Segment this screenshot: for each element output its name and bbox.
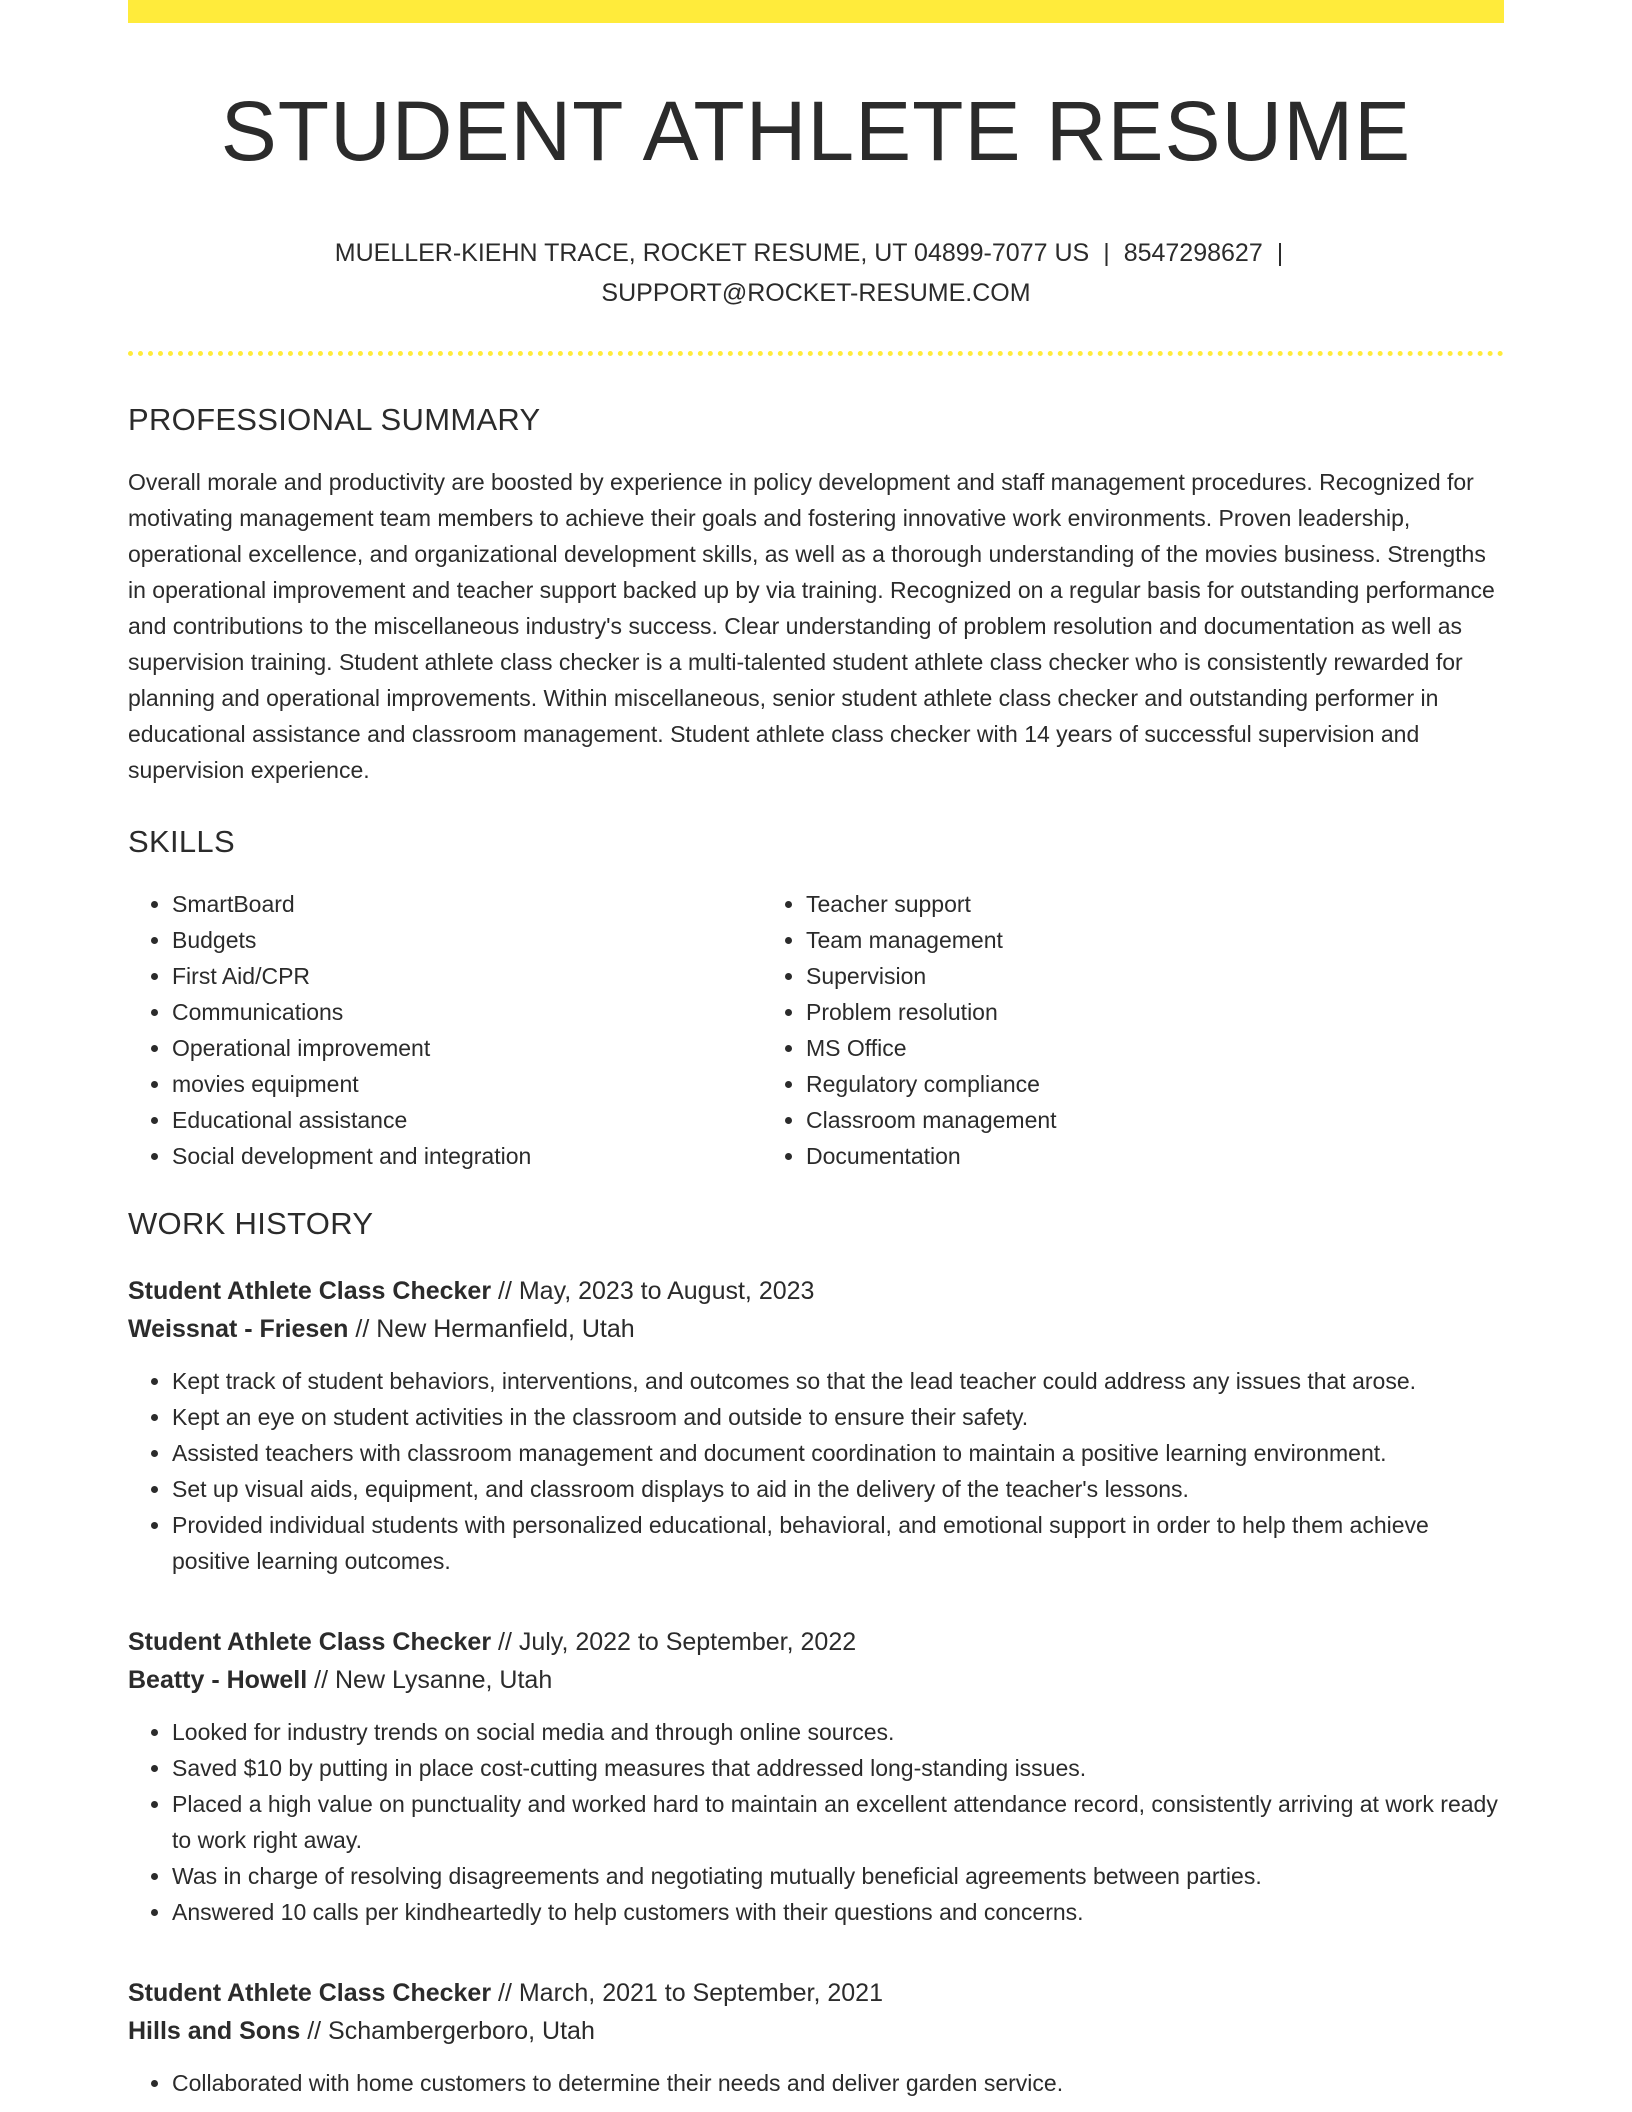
job-entry [128, 1623, 1504, 1930]
contact-line-1 [128, 233, 1504, 273]
job-company-line [128, 1661, 1504, 1699]
job-company: Weissnat - Friesen [128, 1315, 349, 1344]
summary-heading: PROFESSIONAL SUMMARY [128, 402, 541, 438]
job-entry [128, 1272, 1504, 1579]
job-location: // New Hermanfield, Utah [355, 1315, 635, 1344]
skill-item: • First Aid/CPR [172, 958, 762, 994]
job-bullet: • Was in charge of resolving disagreements and negotiating mutually beneficial agreements between parties. [172, 1858, 1504, 1894]
job-dates: // July, 2022 to September, 2022 [498, 1628, 857, 1657]
job-title-line [128, 1623, 1504, 1661]
job-dates: // March, 2021 to September, 2021 [498, 1979, 883, 2008]
job-title: Student Athlete Class Checker [128, 1628, 492, 1657]
skill-item: • Educational assistance [172, 1102, 762, 1138]
job-bullet: • Looked for industry trends on social media and through online sources. [172, 1714, 1504, 1750]
contact-line-2 [128, 273, 1504, 313]
skill-item: • MS Office [806, 1030, 1396, 1066]
skill-item: • Team management [806, 922, 1396, 958]
job-bullet: • Saved $10 by putting in place cost-cutting measures that addressed long-standing issues. [172, 1750, 1504, 1786]
job-entry [128, 1974, 1504, 2101]
job-title: Student Athlete Class Checker [128, 1277, 492, 1306]
job-dates: // May, 2023 to August, 2023 [498, 1277, 815, 1306]
job-bullet: • Assisted teachers with classroom management and document coordination to maintain a positive learning environment. [172, 1435, 1504, 1471]
job-bullets [128, 2065, 1504, 2101]
skills-heading: SKILLS [128, 824, 235, 860]
job-title-line [128, 1974, 1504, 2012]
contact-phone: 8547298627 [1123, 239, 1263, 268]
work-history-heading: WORK HISTORY [128, 1206, 374, 1242]
skill-item: • SmartBoard [172, 886, 762, 922]
skills-column-left [128, 886, 762, 1174]
skills-column-right [762, 886, 1396, 1174]
resume-page [128, 0, 1504, 2101]
job-company: Beatty - Howell [128, 1666, 308, 1695]
skill-item: • movies equipment [172, 1066, 762, 1102]
job-title: Student Athlete Class Checker [128, 1979, 492, 2008]
contact-info [128, 233, 1504, 313]
dotted-divider [128, 351, 1504, 356]
skill-item: • Budgets [172, 922, 762, 958]
job-bullets [128, 1363, 1504, 1579]
skill-item: • Communications [172, 994, 762, 1030]
job-location: // New Lysanne, Utah [314, 1666, 553, 1695]
contact-separator: | [1276, 239, 1284, 268]
job-bullet: • Kept an eye on student activities in the classroom and outside to ensure their safety. [172, 1399, 1504, 1435]
skill-item: • Documentation [806, 1138, 1396, 1174]
skill-item: • Regulatory compliance [806, 1066, 1396, 1102]
skill-item: • Operational improvement [172, 1030, 762, 1066]
job-bullet: • Set up visual aids, equipment, and classroom displays to aid in the delivery of the teacher's lessons. [172, 1471, 1504, 1507]
skill-item: • Problem resolution [806, 994, 1396, 1030]
skill-item: • Social development and integration [172, 1138, 762, 1174]
job-bullet: • Provided individual students with personalized educational, behavioral, and emotional support in order to help them achieve positive learning outcomes. [172, 1507, 1504, 1579]
contact-address: MUELLER-KIEHN TRACE, ROCKET RESUME, UT 04899-7077 US [334, 239, 1090, 268]
job-company-line [128, 2012, 1504, 2050]
skill-item: • Classroom management [806, 1102, 1396, 1138]
skill-item: • Teacher support [806, 886, 1396, 922]
skills-list [128, 886, 1504, 1174]
top-accent-bar [128, 0, 1504, 23]
summary-text: Overall morale and productivity are boosted by experience in policy development and staff management procedures. Recognized for motivating management team members to achieve their goals and fostering innovative work environments. Proven leadership, operational excellence, and organizational development skills, as well as a thorough understanding of the movies business. Strengths in operational improvement and teacher support backed up by via training. Recognized on a regular basis for outstanding performance and contributions to the miscellaneous industry's success. Clear understanding of problem resolution and documentation as well as supervision training. Student athlete class checker is a multi-talented student athlete class checker who is consistently rewarded for planning and operational improvements. Within miscellaneous, senior student athlete class checker and outstanding performer in educational assistance and classroom management. Student athlete class checker with 14 years of successful supervision and supervision experience. [128, 469, 1495, 784]
contact-email: SUPPORT@ROCKET-RESUME.COM [601, 279, 1031, 308]
contact-separator: | [1103, 239, 1110, 268]
job-title-line [128, 1272, 1504, 1310]
resume-title: STUDENT ATHLETE RESUME [220, 84, 1412, 178]
job-bullet: • Kept track of student behaviors, interventions, and outcomes so that the lead teacher could address any issues that arose. [172, 1363, 1504, 1399]
job-company: Hills and Sons [128, 2017, 301, 2046]
skill-item: • Supervision [806, 958, 1396, 994]
job-bullet: • Placed a high value on punctuality and worked hard to maintain an excellent attendance record, consistently arriving at work ready to work right away. [172, 1786, 1504, 1858]
job-location: // Schambergerboro, Utah [307, 2017, 595, 2046]
job-bullet: • Collaborated with home customers to determine their needs and deliver garden service. [172, 2065, 1504, 2101]
job-bullets [128, 1714, 1504, 1930]
job-bullet: • Answered 10 calls per kindheartedly to help customers with their questions and concerns. [172, 1894, 1504, 1930]
job-company-line [128, 1310, 1504, 1348]
